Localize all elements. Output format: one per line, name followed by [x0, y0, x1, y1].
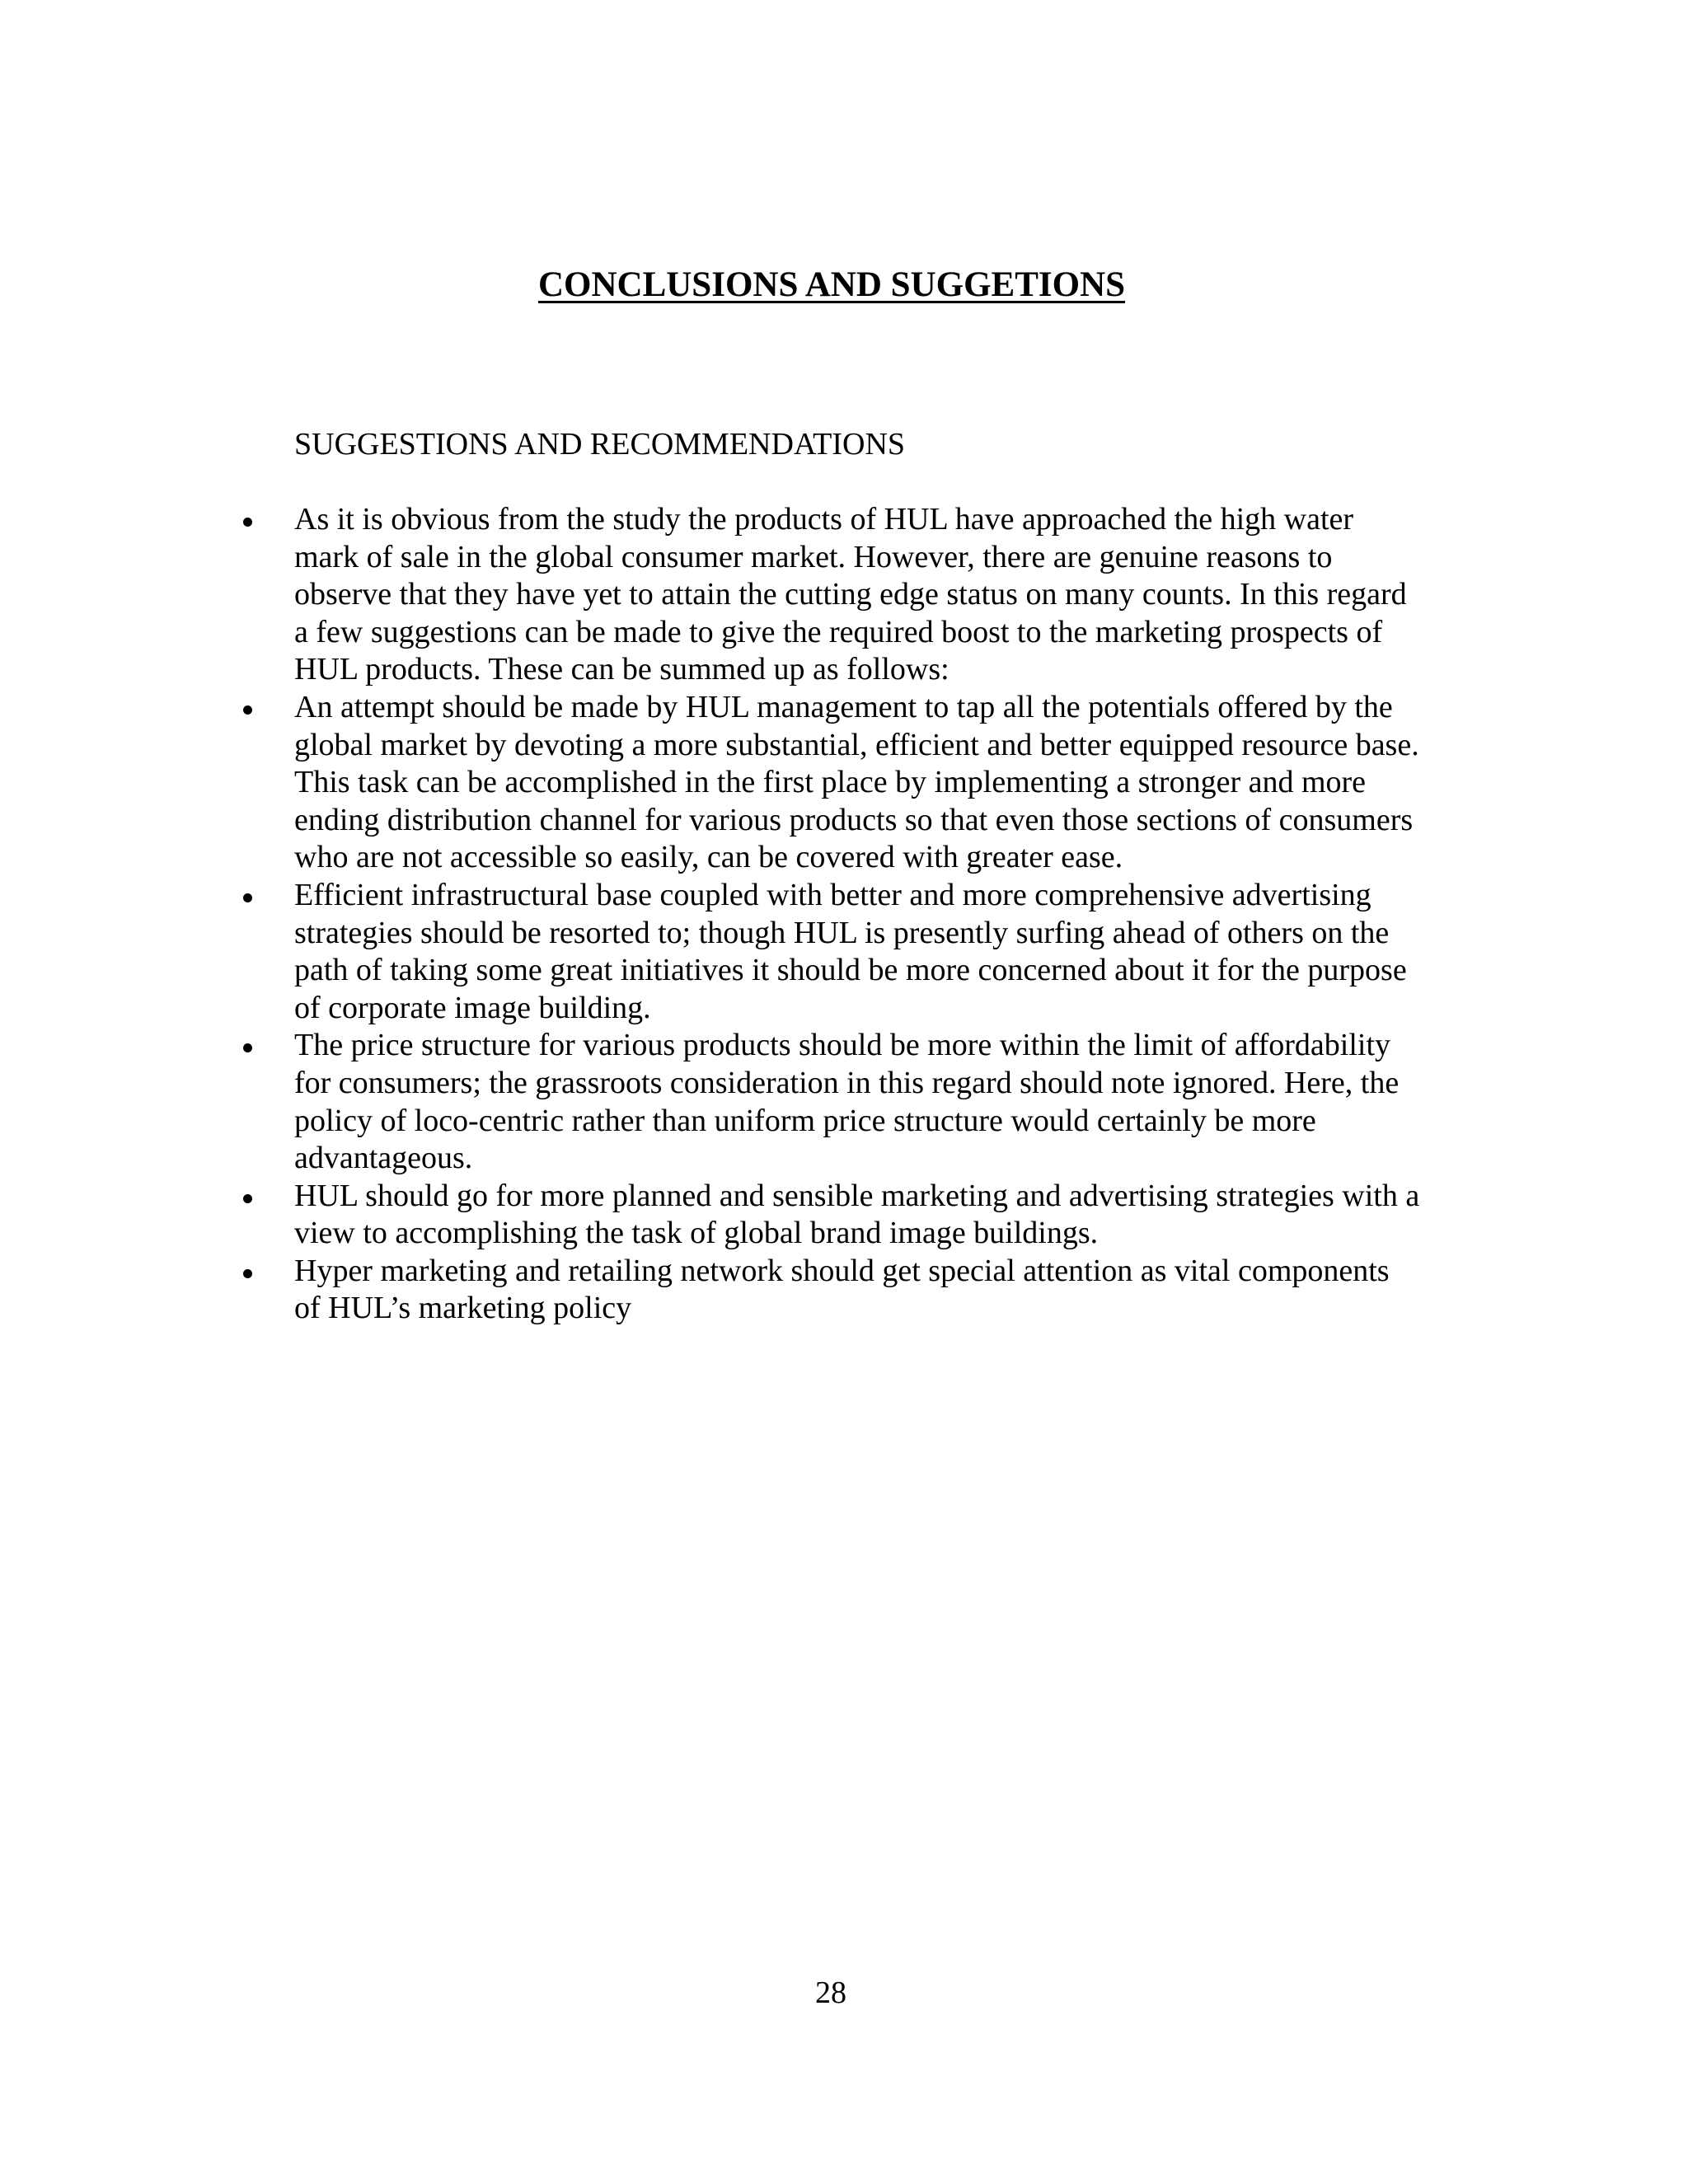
bullet-icon	[243, 1043, 252, 1052]
text-line: view to accomplishing the task of global brand image buildings.	[294, 1216, 1099, 1251]
list-item	[239, 689, 1475, 877]
text-line: mark of sale in the global consumer market. However, there are genuine reasons to	[294, 539, 1333, 574]
text-line: of corporate image building.	[294, 990, 651, 1025]
text-line: of HUL’s marketing policy	[294, 1291, 632, 1326]
text-line: strategies should be resorted to; though HUL is presently surfing ahead of others on the	[294, 915, 1390, 950]
text-line: The price structure for various products should be more within the limit of affordability	[294, 1028, 1391, 1063]
list-item	[239, 501, 1475, 689]
list-item	[239, 877, 1475, 1027]
text-line: This task can be accomplished in the first place by implementing a stronger and more	[294, 765, 1367, 800]
section-subheading: SUGGESTIONS AND RECOMMENDATIONS	[294, 427, 906, 462]
list-item	[239, 1178, 1475, 1253]
text-line: a few suggestions can be made to give the required boost to the marketing prospects of	[294, 614, 1383, 649]
bullet-icon	[243, 518, 252, 527]
page-title: CONCLUSIONS AND SUGGETIONS	[537, 265, 1126, 304]
text-line: As it is obvious from the study the products of HUL have approached the high water	[294, 502, 1354, 537]
bullet-icon	[243, 1194, 252, 1203]
text-line: path of taking some great initiatives it should be more concerned about it for the purpose	[294, 953, 1407, 988]
text-line: Hyper marketing and retailing network should get special attention as vital components	[294, 1253, 1390, 1288]
text-line: policy of loco-centric rather than uniform price structure would certainly be more	[294, 1103, 1316, 1138]
text-line: who are not accessible so easily, can be covered with greater ease.	[294, 840, 1123, 875]
list-item	[239, 1027, 1475, 1177]
text-line: advantageous.	[294, 1141, 473, 1176]
text-line: Efficient infrastructural base coupled with better and more comprehensive advertising	[294, 877, 1372, 912]
text-line: ending distribution channel for various products so that even those sections of consumers	[294, 802, 1414, 837]
bullet-icon	[243, 1269, 252, 1278]
bullet-icon	[243, 705, 252, 715]
page-number: 28	[815, 1975, 846, 2010]
text-line: HUL products. These can be summed up as follows:	[294, 652, 950, 687]
text-line: An attempt should be made by HUL management to tap all the potentials offered by the	[294, 689, 1393, 724]
list-item	[239, 1253, 1475, 1328]
text-line: HUL should go for more planned and sensible marketing and advertising strategies with a	[294, 1178, 1420, 1213]
bullet-icon	[243, 893, 252, 902]
recommendations-list	[239, 501, 1475, 1328]
text-line: global market by devoting a more substantial, efficient and better equipped resource base.	[294, 727, 1419, 762]
text-line: for consumers; the grassroots consideration in this regard should note ignored. Here, the	[294, 1065, 1400, 1100]
text-line: observe that they have yet to attain the cutting edge status on many counts. In this regard	[294, 577, 1407, 612]
